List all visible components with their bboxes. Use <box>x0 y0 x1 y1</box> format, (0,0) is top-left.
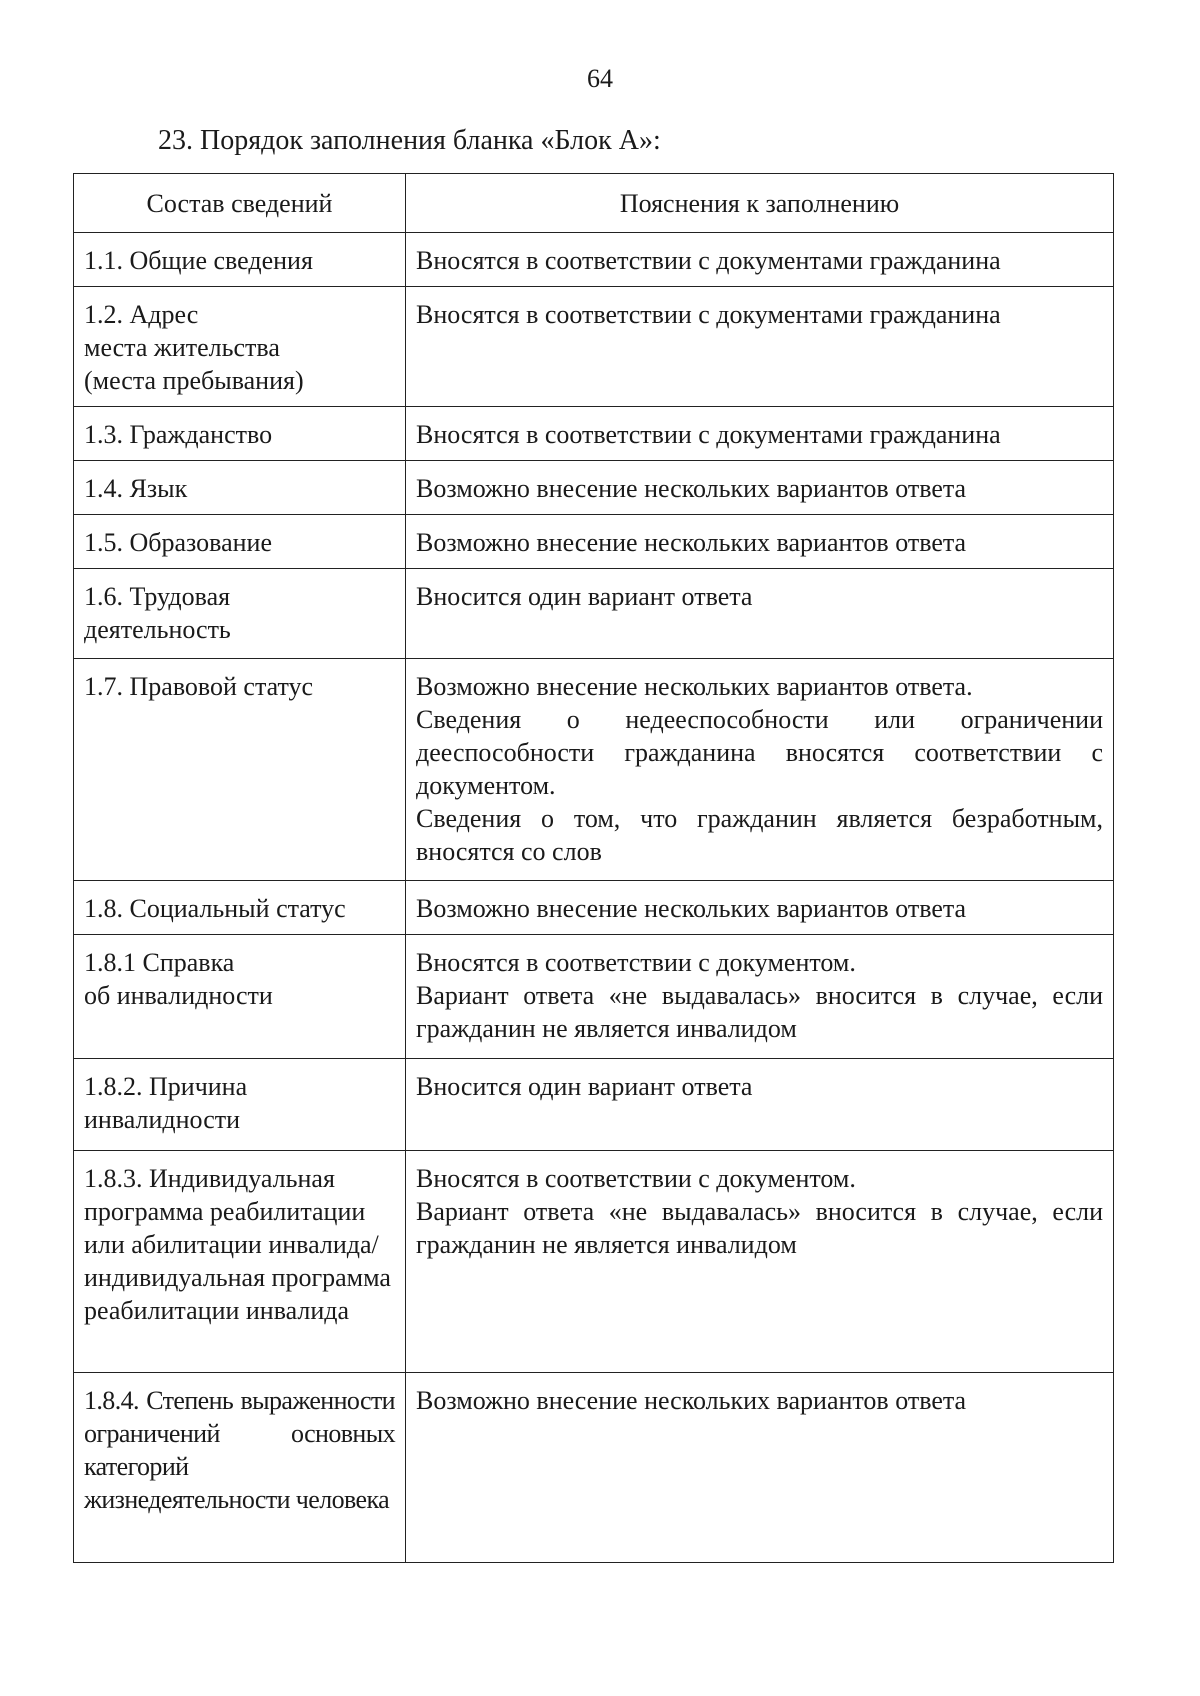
table-row <box>74 407 1114 461</box>
table-row <box>74 659 1114 881</box>
table-row <box>74 515 1114 569</box>
row-item: 1.3. Гражданство <box>74 407 406 461</box>
row-item: 1.1. Общие сведения <box>74 233 406 287</box>
row-item: 1.8.3. Индивидуальная программа реабилитации или абилитации инвалида/ индивидуальная программа реабилитации инвалида <box>74 1151 406 1373</box>
table-row <box>74 1373 1114 1563</box>
row-item: 1.5. Образование <box>74 515 406 569</box>
row-explanation: Вносятся в соответствии с документами гражданина <box>406 407 1114 461</box>
row-explanation: Вносится один вариант ответа <box>406 569 1114 659</box>
row-item: 1.8.4. Степень выраженности ограничений основных категорий жизнедеятельности человека <box>74 1373 406 1563</box>
row-explanation: Вносятся в соответствии с документами гражданина <box>406 233 1114 287</box>
row-item: 1.7. Правовой статус <box>74 659 406 881</box>
table-row <box>74 935 1114 1059</box>
row-explanation: Возможно внесение нескольких вариантов ответа <box>406 1373 1114 1563</box>
column-header-composition: Состав сведений <box>74 174 406 233</box>
row-explanation: Возможно внесение нескольких вариантов ответа <box>406 515 1114 569</box>
row-explanation: Возможно внесение нескольких вариантов ответа. Сведения о недееспособности или ограничении дееспособности гражданина вносятся соответствии с документом. Сведения о том, что гражданин является безработным, вносятся со слов <box>406 659 1114 881</box>
row-item: 1.2. Адрес места жительства (места пребывания) <box>74 287 406 407</box>
section-heading: 23. Порядок заполнения бланка «Блок А»: <box>158 125 661 156</box>
row-explanation: Вносятся в соответствии с документом. Вариант ответа «не выдавалась» вносится в случае, если гражданин не является инвалидом <box>406 935 1114 1059</box>
table-row <box>74 569 1114 659</box>
table-row <box>74 881 1114 935</box>
table-row <box>74 287 1114 407</box>
row-explanation: Возможно внесение нескольких вариантов ответа <box>406 461 1114 515</box>
table-row <box>74 461 1114 515</box>
page-number: 64 <box>587 64 613 93</box>
table-header-row <box>74 174 1114 233</box>
row-explanation: Возможно внесение нескольких вариантов ответа <box>406 881 1114 935</box>
table-row <box>74 1059 1114 1151</box>
row-item: 1.8.2. Причина инвалидности <box>74 1059 406 1151</box>
row-item: 1.4. Язык <box>74 461 406 515</box>
row-explanation: Вносятся в соответствии с документом. Вариант ответа «не выдавалась» вносится в случае, если гражданин не является инвалидом <box>406 1151 1114 1373</box>
column-header-explanations: Пояснения к заполнению <box>406 174 1114 233</box>
row-explanation: Вносятся в соответствии с документами гражданина <box>406 287 1114 407</box>
table-row <box>74 1151 1114 1373</box>
row-item: 1.8. Социальный статус <box>74 881 406 935</box>
row-explanation: Вносится один вариант ответа <box>406 1059 1114 1151</box>
row-item: 1.8.1 Справка об инвалидности <box>74 935 406 1059</box>
table-row <box>74 233 1114 287</box>
row-item: 1.6. Трудовая деятельность <box>74 569 406 659</box>
fill-instructions-table <box>73 173 1114 1563</box>
